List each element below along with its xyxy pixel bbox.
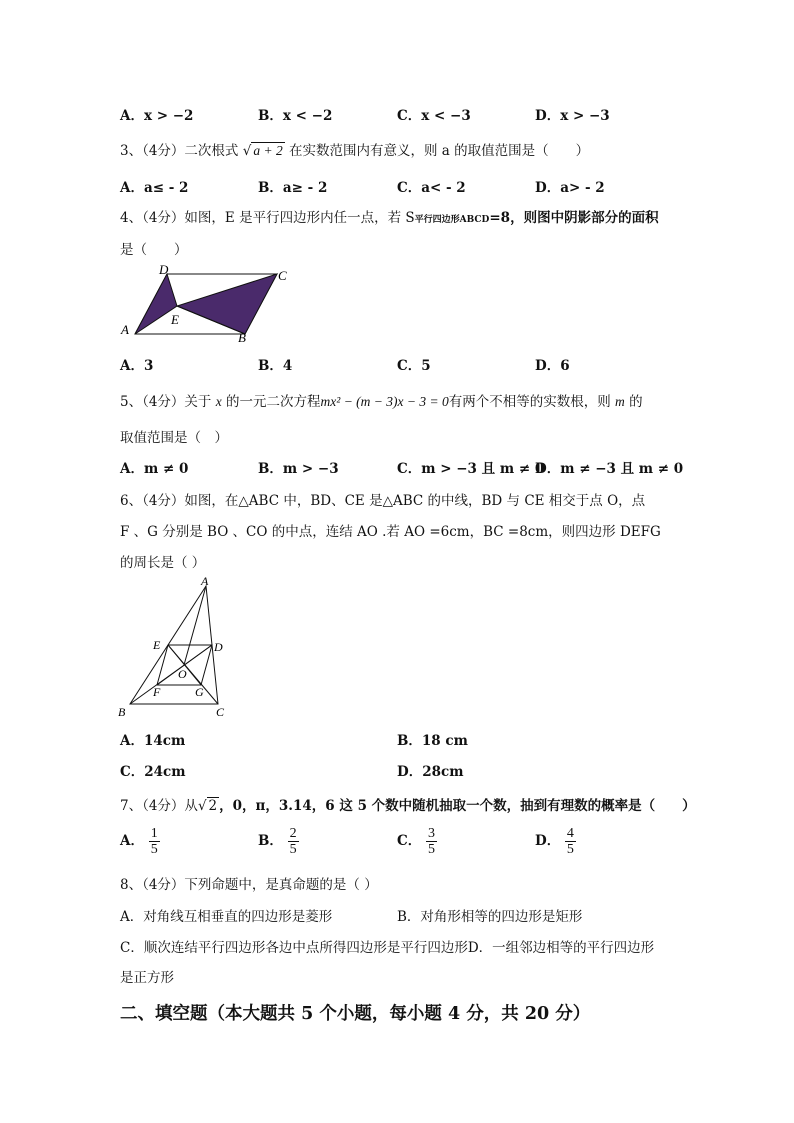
q4-option-b: B．4 [258,358,293,374]
q2-option-a: A．x > −2 [120,108,194,124]
q5-stem-line1 [120,390,643,410]
q7-stem-after: ，0，π，3.14，6 这 5 个数中随机抽取一个数，抽到有理数的概率是（ ） [219,798,696,814]
q7-option-a-den: 5 [150,842,158,857]
q4-line1-before: 4、（4分）如图，E 是平行四边形内任一点，若 S [120,210,415,226]
q6-stem-line3: 的周长是（ ） [120,555,206,571]
q7-option-c-letter: C． [397,833,422,849]
q6-option-c: C．24cm [120,764,186,780]
q6-stem-line1: 6、（4分）如图，在△ABC 中，BD、CE 是△ABC 的中线，BD 与 CE 相交于点 O，点 [120,493,646,509]
q7-option-c-num: 3 [427,826,435,841]
q6-label-g: G [195,685,204,699]
q5-stem-line2: 取值范围是（ ） [120,430,228,446]
q5-option-c: C．m > −3 且 m ≠ 0 [397,461,545,477]
q7-option-b [258,826,299,857]
q3-radicand: a + 2 [253,143,283,158]
section-2-heading: 二、填空题（本大题共 5 个小题，每小题 4 分，共 20 分） [120,1004,591,1024]
q2-option-b: B．x < −2 [258,108,333,124]
q4-label-c: C [278,268,287,283]
q7-option-b-fraction [288,826,299,857]
q7-option-a-letter: A． [120,833,144,849]
q7-option-d-letter: D． [535,833,561,849]
q5-var-x: x [215,394,222,409]
q6-label-o: O [178,667,187,681]
q6-option-b: B．18 cm [397,733,468,749]
q7-radicand: 2 [208,798,218,814]
q6-label-a: A [201,574,209,588]
q3-option-d: D．a> - 2 [535,180,605,196]
q6-stem-line2: F 、G 分别是 BO 、CO 的中点，连结 AO .若 AO =6cm，BC =8cm，则四边形 DEFG [120,524,661,540]
q2-option-d: D．x > −3 [535,108,610,124]
q4-stem-line1 [120,206,659,226]
q6-option-a: A．14cm [120,733,186,749]
q7-option-c-den: 5 [427,842,435,857]
q4-label-e: E [171,312,179,327]
q6-label-e: E [153,638,161,652]
sqrt-symbol: √ [197,798,207,814]
q4-label-d: D [159,262,169,277]
q4-parallelogram-figure [115,262,300,344]
q8-option-c-d: C．顺次连结平行四边形各边中点所得四边形是平行四边形D．一组邻边相等的平行四边形 [120,940,655,956]
q7-option-b-den: 5 [289,842,297,857]
q7-option-c [397,826,437,857]
q8-stem: 8、（4分）下列命题中，是真命题的是（ ） [120,877,378,893]
q7-option-b-num: 2 [289,826,297,841]
q6-label-d: D [214,640,223,654]
q3-stem-after: 在实数范围内有意义，则 a 的取值范围是（ ） [289,143,590,159]
q5-var-m: m [615,394,625,409]
q4-line1-after: =8，则图中阴影部分的面积 [489,210,659,226]
q8-option-b: B．对角形相等的四边形是矩形 [397,909,583,925]
q4-subscript: 平行四边形ABCD [414,215,490,225]
q4-option-d: D．6 [535,358,570,374]
q4-stem-line2: 是（ ） [120,242,188,258]
q3-stem [120,139,589,159]
q7-option-a [120,826,160,857]
sqrt-symbol: √ [242,143,252,159]
q6-label-b: B [118,705,126,719]
q5-line1-end: 的 [629,394,643,410]
q6-triangle-figure [112,574,242,722]
q2-option-c: C．x < −3 [397,108,471,124]
q7-option-d-num: 4 [566,826,574,841]
q6-option-d: D．28cm [397,764,464,780]
q7-option-d-fraction [565,826,576,857]
q4-option-c: C．5 [397,358,431,374]
q3-option-a: A．a≤ - 2 [120,180,189,196]
q6-segment-ao [184,586,206,665]
q7-option-a-fraction [149,826,160,857]
q4-label-b: B [238,330,246,344]
q7-stem [120,794,696,814]
q4-shaded-triangle-bce [177,274,277,334]
q7-stem-before: 7、（4分）从 [120,798,198,814]
q5-line1-after: 有两个不相等的实数根，则 [448,394,611,410]
q5-equation: mx² − (m − 3)x − 3 = 0 [320,394,449,409]
q6-label-c: C [216,705,225,719]
q6-label-f: F [153,685,161,699]
q4-label-a: A [121,322,129,337]
q7-option-a-num: 1 [150,826,158,841]
q5-option-d: D．m ≠ −3 且 m ≠ 0 [535,461,684,477]
q7-option-d [535,826,576,857]
q7-option-c-fraction [426,826,437,857]
q5-line1-mid: 的一元二次方程 [226,394,321,410]
q3-stem-before: 3、（4分）二次根式 [120,143,239,159]
q7-option-b-letter: B． [258,833,283,849]
q4-option-a: A．3 [120,358,154,374]
q8-option-d-continued: 是正方形 [120,970,174,986]
q3-option-b: B．a≥ - 2 [258,180,328,196]
q5-line1-before: 5、（4分）关于 [120,394,212,410]
q7-option-d-den: 5 [566,842,574,857]
q5-option-b: B．m > −3 [258,461,339,477]
q8-option-a: A．对角线互相垂直的四边形是菱形 [120,909,333,925]
q5-option-a: A．m ≠ 0 [120,461,189,477]
q3-option-c: C．a< - 2 [397,180,466,196]
